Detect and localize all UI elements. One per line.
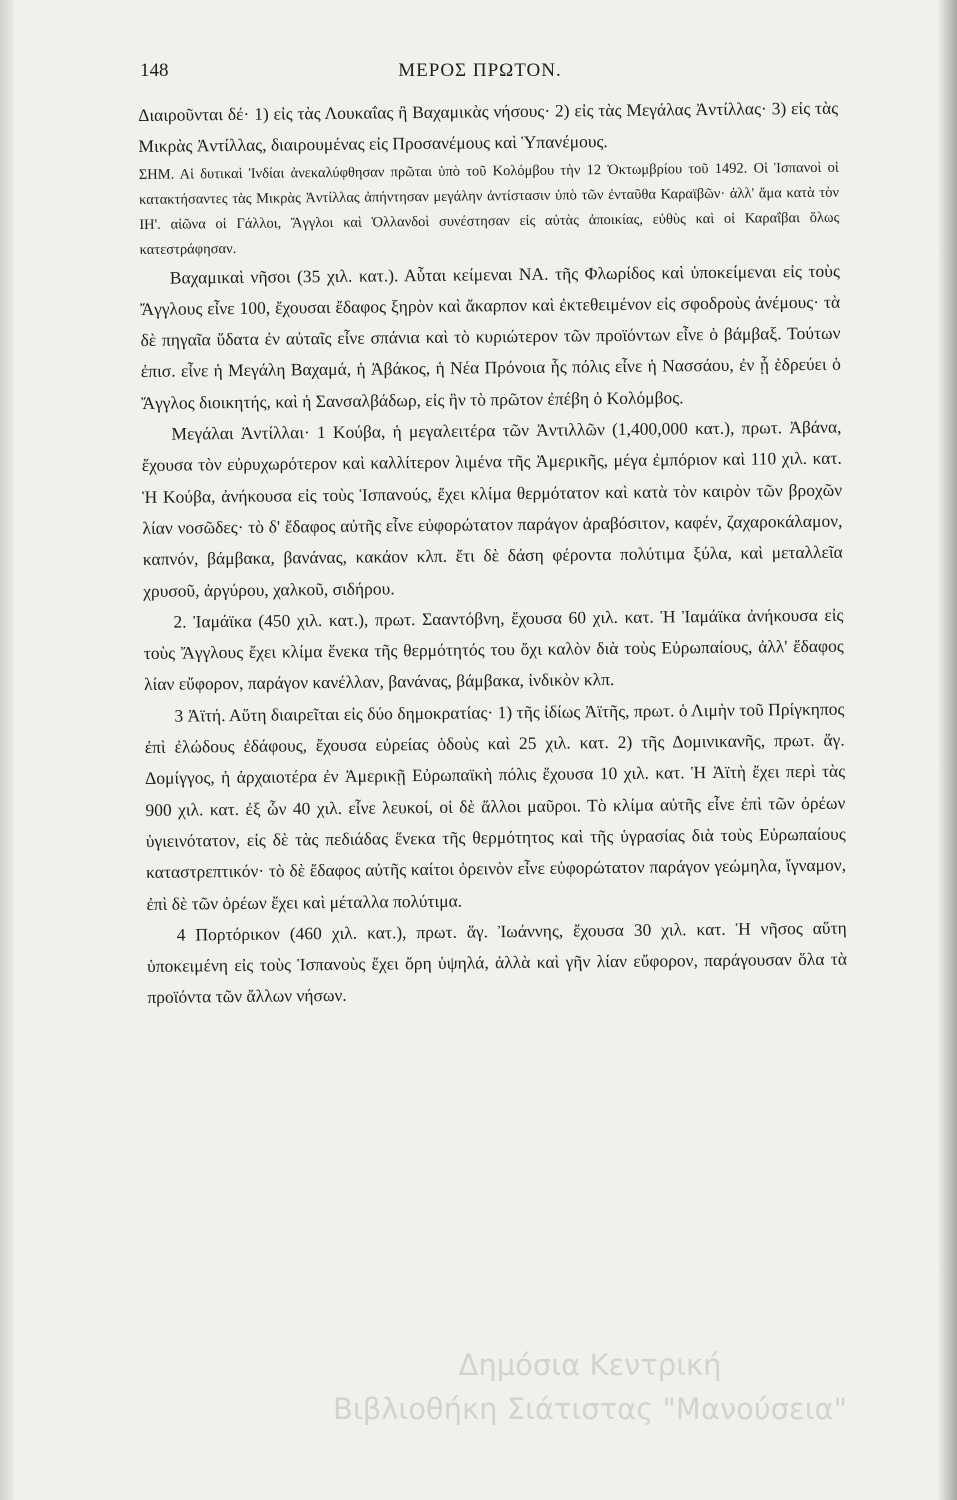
- page-header: [140, 60, 820, 92]
- page-number: 148: [140, 60, 169, 81]
- paragraph-note: ΣΗΜ. Αἱ δυτικαὶ Ἰνδίαι ἀνεκαλύφθησαν πρῶται ὑπὸ τοῦ Κολόμβου τὴν 12 Ὀκτωμβρίου τοῦ 1492. Οἱ Ἱσπανοὶ οἱ κατακτήσαντες τὰς Μικρὰς Ἀντίλλας ἀπήντησαν μεγάλην ἀντίστασιν ὑπὸ τῶν ἐνταῦθα Καραϊβῶν· ἀλλ' ἅμα κατὰ τὸν ΙΗ'. αἰῶνα οἱ Γάλλοι, Ἄγγλοι καὶ Ὁλλανδοὶ συνέστησαν εἰς αὐτὰς ἀποικίας, εὐθὺς καὶ οἱ Καραΐβαι ὅλως κατεστράφησαν.: [138, 159, 840, 258]
- paragraph-intro: Διαιροῦνται δέ· 1) εἰς τὰς Λουκαΐας ἢ Βαχαμικὰς νήσους· 2) εἰς τὰς Μεγάλας Ἀντίλλας· 3) εἰς τὰς Μικρὰς Ἀντίλλας, διαιρουμένας εἰς Προσανέμους καὶ Ὑπανέμους.: [138, 97, 839, 157]
- page-right-edge: [939, 0, 957, 1500]
- paragraph-haiti: 3 Ἀϊτή. Αὕτη διαιρεῖται εἰς δύο δημοκρατίας· 1) τῆς ἰδίως Ἀϊτῆς, πρωτ. ὁ Λιμὴν τοῦ Πρίγκηπος ἐπὶ ἐλώδους ἐδάφους, ἔχουσα εὐρείας ὁδοὺς καὶ 25 χιλ. κατ. 2) τῆς Δομινικανῆς, πρωτ. ἅγ. Δομίγγος, ἡ ἀρχαιοτέρα ἐν Ἀμερικῇ Εὐρωπαϊκὴ πόλις ἔχουσα 10 χιλ. κατ. Ἡ Ἀϊτὴ ἔχει περὶ τὰς 900 χιλ. κατ. ἐξ ὧν 40 χιλ. εἶνε λευκοί, οἱ δὲ ἄλλοι μαῦροι. Τὸ κλίμα αὐτῆς εἶνε ἐπὶ τῶν ὀρέων ὑγιεινότατον, εἰς δὲ τὰς πεδιάδας ἕνεκα τῆς θερμότητος καὶ τῆς ὑγρασίας διὰ τοὺς Εὐρωπαίους καταστρεπτικόν· τὸ δὲ ἔδαφος αὐτῆς καίτοι ὀρεινὸν εἶνε εὐφορώτατον παράγον γεώμηλα, ἴγναμον, ἐπὶ δὲ τῶν ὀρέων ἔχει καὶ μέταλλα πολύτιμα.: [144, 698, 847, 914]
- library-watermark: [235, 1343, 945, 1431]
- page-left-edge: [0, 0, 14, 1500]
- paragraph-puerto-rico: 4 Πορτόρικον (460 χιλ. κατ.), πρωτ. ἅγ. Ἰωάννης, ἔχουσα 30 χιλ. κατ. Ἡ νῆσος αὕτη ὑποκειμένη εἰς τοὺς Ἱσπανοὺς ἔχει ὄρη ὑψηλά, ἀλλὰ καὶ γῆν λίαν εὔφορον, παράγουσαν ὅλα τὰ προϊόντα τῶν ἄλλων νήσων.: [146, 917, 848, 1008]
- paragraph-jamaica: 2. Ἰαμάϊκα (450 χιλ. κατ.), πρωτ. Σααντόβνη, ἔχουσα 60 χιλ. κατ. Ἡ Ἰαμάϊκα ἀνήκουσα εἰς τοὺς Ἄγγλους ἔχει κλίμα ἕνεκα τῆς θερμότητός του ὄχι καλὸν διὰ τοὺς Εὐρωπαίους, ἀλλ' ἔδαφος λίαν εὔφορον, παράγον κανέλλαν, βανάνας, βάμβακα, ἰνδικὸν κλπ.: [143, 604, 844, 695]
- running-title: ΜΕΡΟΣ ΠΡΩΤΟΝ.: [398, 60, 562, 81]
- body-text: [138, 93, 848, 1014]
- paragraph-bahamas: Βαχαμικαὶ νῆσοι (35 χιλ. κατ.). Αὗται κείμεναι ΝΑ. τῆς Φλωρίδος καὶ ὑποκείμεναι εἰς τοὺς Ἄγγλους εἶνε 100, ἔχουσαι ἔδαφος ξηρὸν καὶ ἄκαρπον καὶ ἐκτεθειμένον εἰς σφοδροὺς ἀνέμους· τὰ δὲ πηγαῖα ὕδατα ἐν αὐταῖς εἶνε σπάνια καὶ τὸ κυριώτερον τῶν προϊόντων εἶνε ὁ βάμβαξ. Τούτων ἐπισ. εἶνε ἡ Μεγάλη Βαχαμά, ἡ Ἀβάκος, ἡ Νέα Πρόνοια ἧς πόλις εἶνε ἡ Νασσάου, ἐν ᾗ ἑδρεύει ὁ Ἄγγλος διοικητής, καὶ ἡ Σανσαλβάδωρ, εἰς ἣν τὸ πρῶτον ἐπέβη ὁ Κολόμβος.: [140, 260, 841, 413]
- watermark-line-2: Βιβλιοθήκη Σιάτιστας "Μανούσεια": [333, 1392, 847, 1426]
- watermark-line-1: Δημόσια Κεντρική: [458, 1348, 722, 1382]
- paragraph-greater-antilles-cuba: Μεγάλαι Ἀντίλλαι· 1 Κούβα, ἡ μεγαλειτέρα τῶν Ἀντιλλῶν (1,400,000 κατ.), πρωτ. Ἀβάνα, ἔχουσα τὸν εὐρυχωρότερον καὶ καλλίτερον λιμένα τῆς Ἀμερικῆς, μέγα ἐμπόριον καὶ 110 χιλ. κατ. Ἡ Κούβα, ἀνήκουσα εἰς τοὺς Ἱσπανούς, ἔχει κλίμα θερμότατον καὶ κατὰ τὸν καιρὸν τῶν βροχῶν λίαν νοσῶδες· τὸ δ' ἔδαφος αὐτῆς εἶνε εὐφορώτατον παράγον ἀραβόσιτον, καφέν, ζαχαροκάλαμον, καπνόν, βάμβακα, βανάνας, κακάον κλπ. ἔτι δὲ δάση φέροντα πολύτιμα ξύλα, καὶ μεταλλεῖα χρυσοῦ, ἀργύρου, χαλκοῦ, σιδήρου.: [141, 416, 843, 601]
